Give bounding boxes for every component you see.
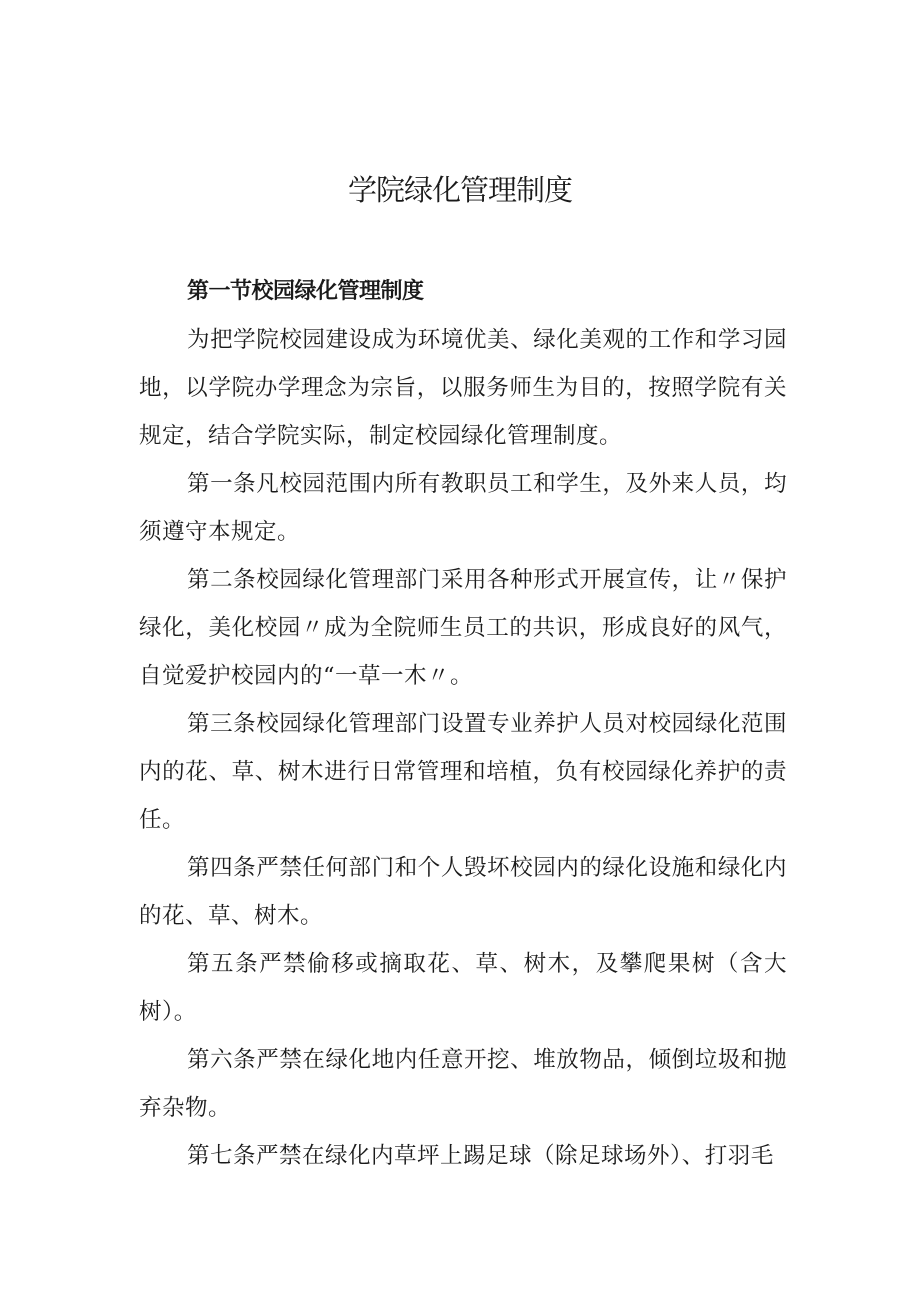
paragraph-article-1: 第一条凡校园范围内所有教职员工和学生，及外来人员，均须遵守本规定。 xyxy=(139,471,787,545)
paragraph-article-2: 第二条校园绿化管理部门采用各种形式开展宣传，让〃保护绿化，美化校园〃成为全院师生员工的共识，形成良好的风气，自觉爱护校园内的“一草一木〃。 xyxy=(139,567,787,689)
section-heading: 第一节校园绿化管理制度 xyxy=(187,279,424,304)
paragraph-intro: 为把学院校园建设成为环境优美、绿化美观的工作和学习园地，以学院办学理念为宗旨，以服务师生为目的，按照学院有关规定，结合学院实际，制定校园绿化管理制度。 xyxy=(139,327,787,449)
paragraph-article-6: 第六条严禁在绿化地内任意开挖、堆放物品，倾倒垃圾和抛弃杂物。 xyxy=(139,1047,787,1121)
document-body xyxy=(139,268,787,1180)
paragraph-article-4: 第四条严禁任何部门和个人毁坏校园内的绿化设施和绿化内的花、草、树木。 xyxy=(139,855,787,929)
paragraph-article-5: 第五条严禁偷移或摘取花、草、树木，及攀爬果树（含大树）。 xyxy=(139,951,787,1025)
paragraph-article-3: 第三条校园绿化管理部门设置专业养护人员对校园绿化范围内的花、草、树木进行日常管理和培植，负有校园绿化养护的责任。 xyxy=(139,711,787,833)
paragraph-article-7: 第七条严禁在绿化内草坪上踢足球（除足球场外）、打羽毛 xyxy=(187,1143,774,1169)
document-title: 学院绿化管理制度 xyxy=(347,173,572,207)
